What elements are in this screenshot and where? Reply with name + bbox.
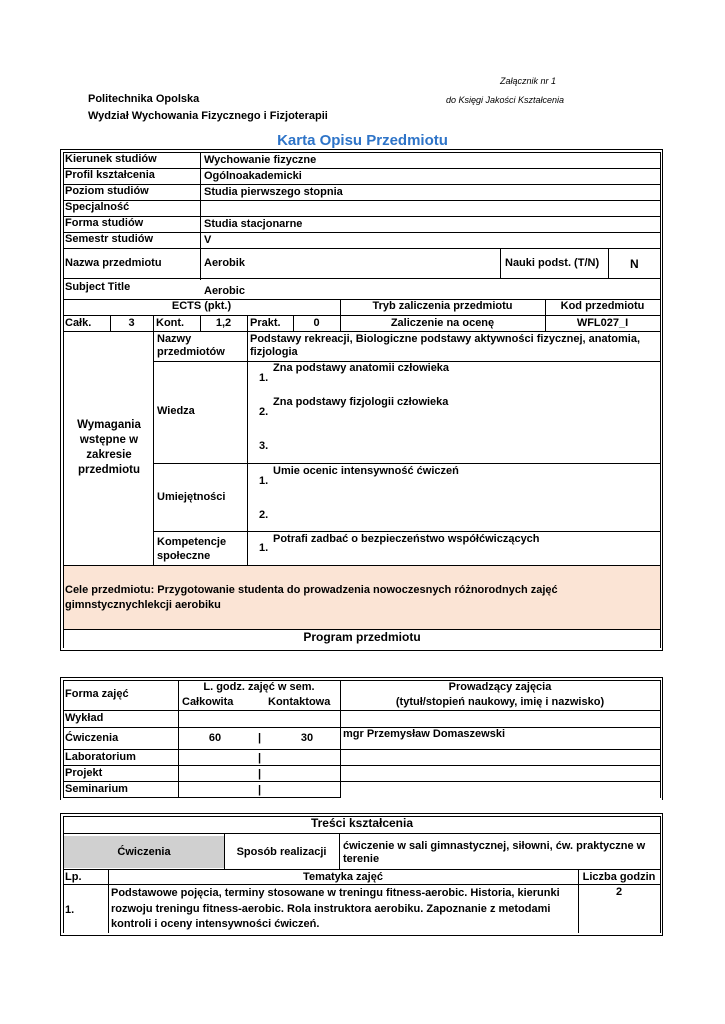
competence-label: Kompetencje społeczne: [157, 536, 227, 562]
requirements-label: Wymagania wstępne w zakresie przedmiotu: [77, 419, 141, 476]
ects-practical: 0: [313, 317, 320, 329]
classes-row-separator: |: [258, 768, 262, 780]
classes-teacher-subheader: (tytuł/stopień naukowy, imię i nazwisko): [395, 696, 605, 708]
info-label-semestr: Semestr studiów: [65, 233, 154, 245]
classes-row-form: Ćwiczenia: [65, 732, 119, 744]
classes-row-form: Laboratorium: [65, 751, 136, 763]
competence-1-text: Potrafi zadbać o bezpieczeństwo współćwiczących: [273, 533, 540, 545]
topic-row-text: Podstawowe pojęcia, terminy stosowane w treningu fitness-aerobic. Historia, kierunki rozwoju treningu fitness-aerobic. Rola instruktora aerobiku. Zapoznanie z metodami kontroli i oceny intensywności ćwiczeń.: [111, 887, 560, 930]
annex-label: Załącznik nr 1: [500, 76, 557, 86]
faculty-name: Wydział Wychowania Fizycznego i Fizjoterapii: [88, 110, 328, 122]
ects-total: 3: [128, 317, 135, 329]
skills-2-num: 2.: [259, 509, 269, 521]
ects-total-label: Całk.: [65, 317, 92, 329]
classes-row-contact: 30: [300, 732, 314, 744]
classes-teacher-header: Prowadzący zajęcia: [448, 681, 552, 693]
course-name-label: Nazwa przedmiotu: [65, 257, 162, 269]
course-names-value: Podstawy rekreacji, Biologiczne podstawy aktywności fizycznej, anatomia, fizjologia: [250, 333, 641, 358]
classes-hours-header: L. godz. zajęć w sem.: [203, 681, 315, 693]
info-value-poziom: Studia pierwszego stopnia: [204, 186, 343, 198]
classes-form-header: Forma zajęć: [65, 688, 129, 700]
classes-contact-header: Kontaktowa: [268, 696, 331, 708]
ects-header: ECTS (pkt.): [171, 300, 232, 312]
classes-row-form: Projekt: [65, 767, 103, 779]
info-value-profil: Ogólnoakademicki: [204, 170, 302, 182]
classes-row-separator: |: [258, 732, 262, 744]
basic-sciences-value: N: [630, 257, 639, 271]
content-title: Treści kształcenia: [310, 816, 414, 830]
method-label: Sposób realizacji: [236, 846, 327, 858]
info-label-profil: Profil kształcenia: [65, 169, 155, 181]
info-label-poziom: Poziom studiów: [65, 185, 149, 197]
page-title: Karta Opisu Przedmiotu: [277, 132, 448, 149]
info-label-specjalnosc: Specjalność: [65, 201, 130, 213]
topics-header: Tematyka zajęć: [303, 871, 383, 883]
skills-label: Umiejętności: [157, 491, 226, 503]
info-value-semestr: V: [204, 234, 212, 246]
classes-total-header: Całkowita: [182, 696, 234, 708]
content-type: Ćwiczenia: [117, 846, 171, 858]
skills-1-text: Umie ocenic intensywność ćwiczeń: [273, 465, 459, 477]
hours-header: Liczba godzin: [582, 871, 656, 883]
competence-1-num: 1.: [259, 542, 269, 554]
info-label-forma: Forma studiów: [65, 217, 144, 229]
lp-header: Lp.: [65, 871, 82, 883]
info-label-kierunek: Kierunek studiów: [65, 153, 157, 165]
course-name: Aerobik: [204, 257, 245, 269]
ects-practical-label: Prakt.: [250, 317, 281, 329]
subject-title-label: Subject Title: [65, 281, 131, 293]
subject-title: Aerobic: [204, 285, 245, 297]
university-name: Politechnika Opolska: [88, 93, 200, 105]
annex-sub: do Księgi Jakości Kształcenia: [446, 95, 565, 105]
program-title: Program przedmiotu: [303, 630, 421, 644]
skills-1-num: 1.: [259, 475, 269, 487]
knowledge-2-text: Zna podstawy fizjologii człowieka: [273, 396, 449, 408]
info-value-forma: Studia stacjonarne: [204, 218, 303, 230]
classes-row-form: Seminarium: [65, 783, 128, 795]
knowledge-label: Wiedza: [157, 405, 195, 417]
topic-row-lp: 1.: [65, 904, 75, 916]
course-goals: Cele przedmiotu: Przygotowanie studenta do prowadzenia nowoczesnych różnorodnych zajęć gimnstycznychlekcji aerobiku: [65, 584, 558, 611]
classes-row-separator: |: [258, 784, 262, 796]
ects-contact: 1,2: [215, 317, 232, 329]
course-names-label: Nazwy przedmiotów: [157, 333, 225, 358]
knowledge-2-num: 2.: [259, 406, 269, 418]
classes-row-separator: |: [258, 752, 262, 764]
course-code: WFL027_I: [576, 317, 629, 329]
ects-contact-label: Kont.: [156, 317, 185, 329]
method-value: ćwiczenie w sali gimnastycznej, siłowni, ćw. praktyczne w terenie: [343, 840, 646, 865]
knowledge-1-text: Zna podstawy anatomii człowieka: [273, 362, 450, 374]
topic-row-hours: 2: [615, 886, 623, 898]
knowledge-1-num: 1.: [259, 372, 269, 384]
classes-row-total: 60: [208, 732, 222, 744]
assessment-mode: Zaliczenie na ocenę: [390, 317, 495, 329]
classes-row-teacher: mgr Przemysław Domaszewski: [343, 728, 506, 740]
classes-row-form: Wykład: [65, 712, 104, 724]
basic-sciences-label: Nauki podst. (T/N): [505, 257, 600, 269]
code-header: Kod przedmiotu: [560, 300, 645, 312]
knowledge-3-num: 3.: [259, 440, 269, 452]
mode-header: Tryb zaliczenia przedmiotu: [372, 300, 513, 312]
info-value-kierunek: Wychowanie fizyczne: [204, 154, 317, 166]
